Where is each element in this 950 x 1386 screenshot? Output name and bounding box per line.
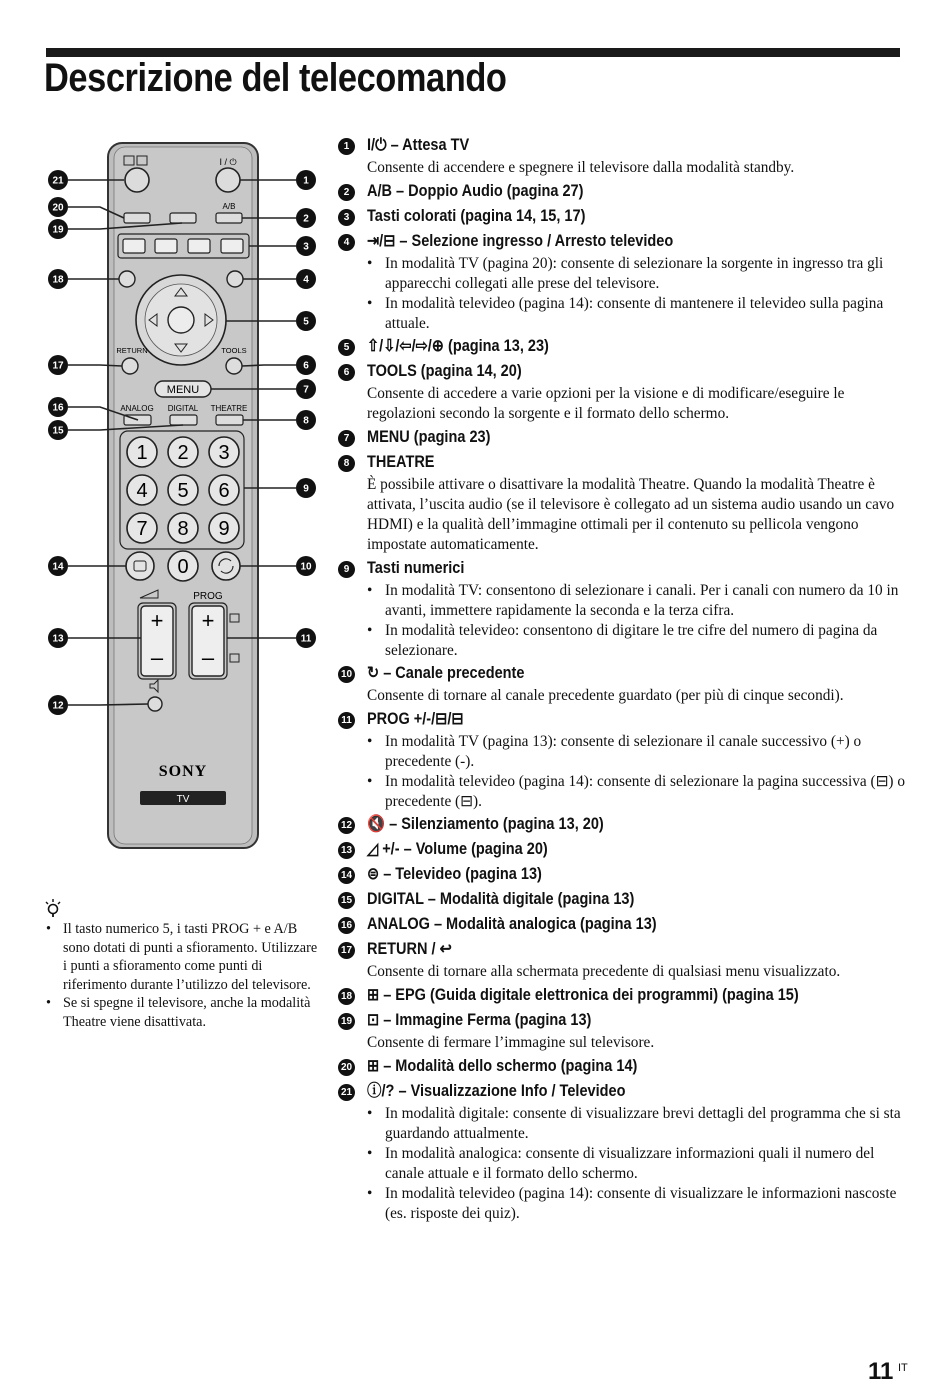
digital-label: DIGITAL <box>167 404 199 413</box>
item-number-badge: 4 <box>338 234 355 251</box>
return-button <box>122 358 138 374</box>
description-item <box>338 450 908 555</box>
item-number-badge: 17 <box>338 942 355 959</box>
volume-plus-label: + <box>150 608 164 633</box>
digit-label: 1 <box>136 442 148 464</box>
item-bullet: • In modalità televideo (pagina 14): consente di selezionare la pagina successiva (⊟) o precedente (⊟). <box>367 772 908 812</box>
item-number-badge: 5 <box>338 339 355 356</box>
red-button <box>123 239 145 253</box>
callout-number: 9 <box>303 483 309 495</box>
callout-number: 18 <box>52 274 64 286</box>
description-item <box>338 983 908 1008</box>
callout-number: 13 <box>52 633 64 645</box>
freeze-button <box>170 213 196 223</box>
ab-label: A/B <box>222 202 236 211</box>
tip-item: • Il tasto numerico 5, i tasti PROG + e A/B sono dotati di punti a sfioramento. Utilizzare i punti a sfioramento come punti di riferimento durante l’utilizzo del televisore. <box>44 920 319 994</box>
item-heading: ↻ – Canale precedente <box>367 664 525 682</box>
callout-number: 21 <box>52 175 64 187</box>
item-heading: ⊞ – Modalità dello schermo (pagina 14) <box>367 1057 638 1075</box>
item-heading: Tasti numerici <box>367 559 465 577</box>
tools-button <box>226 358 242 374</box>
item-heading: RETURN / ↩ <box>367 940 452 958</box>
mute-button <box>148 697 162 711</box>
theatre-label: THEATRE <box>210 404 248 413</box>
item-heading: Tasti colorati (pagina 14, 15, 17) <box>367 207 586 225</box>
item-heading: ◿ +/- – Volume (pagina 20) <box>367 840 548 858</box>
callout-number: 14 <box>52 561 64 573</box>
item-number-badge: 11 <box>338 712 355 729</box>
prog-plus-label: + <box>201 608 215 633</box>
item-heading: A/B – Doppio Audio (pagina 27) <box>367 182 584 200</box>
item-heading: THEATRE <box>367 453 435 471</box>
item-number-badge: 21 <box>338 1084 355 1101</box>
digit-label: 5 <box>177 480 189 502</box>
brand-logo: SONY <box>158 763 208 780</box>
item-heading: ANALOG – Modalità analogica (pagina 13) <box>367 915 657 933</box>
tip-item: • Se si spegne il televisore, anche la modalità Theatre viene disattivata. <box>44 994 319 1031</box>
page-number: 11 <box>868 1358 894 1385</box>
item-number-badge: 16 <box>338 917 355 934</box>
digit-label: 3 <box>218 442 230 464</box>
description-item <box>338 661 908 706</box>
page-language: IT <box>898 1362 908 1374</box>
description-item <box>338 1079 908 1224</box>
input-button <box>227 271 243 287</box>
callout-number: 11 <box>300 633 312 645</box>
item-heading: ⊡ – Immagine Ferma (pagina 13) <box>367 1011 592 1029</box>
item-number-badge: 14 <box>338 867 355 884</box>
item-heading: I/⏻ – Attesa TV <box>367 136 470 154</box>
screen-mode-button <box>124 213 150 223</box>
callout-leader <box>68 365 122 366</box>
description-item <box>338 837 908 862</box>
callout-number: 15 <box>52 425 64 437</box>
digit-label: 9 <box>218 518 230 540</box>
description-item <box>338 179 908 204</box>
item-number-badge: 3 <box>338 209 355 226</box>
tv-badge-label: TV <box>176 794 190 805</box>
prog-label: PROG <box>193 591 223 602</box>
item-bullet: • In modalità televideo: consentono di digitare le tre cifre del numero di pagina da selezionare. <box>367 621 908 661</box>
description-item <box>338 229 908 334</box>
item-heading: MENU (pagina 23) <box>367 428 491 446</box>
button-descriptions <box>338 133 908 1224</box>
callout-number: 20 <box>52 202 64 214</box>
callout-number: 7 <box>303 384 309 396</box>
remote-illustration <box>40 135 330 855</box>
item-bullet: • In modalità analogica: consente di visualizzare informazioni quali il numero del canale attuale e il formato dello schermo. <box>367 1144 908 1184</box>
description-item <box>338 204 908 229</box>
info-button <box>125 168 149 192</box>
prev-channel-button <box>212 552 240 580</box>
digit-label: 0 <box>177 556 189 578</box>
item-body: Consente di accedere a varie opzioni per la visione e di modificare/eseguire le regolazioni secondo la sorgente e il formato dello schermo. <box>367 385 845 422</box>
ab-button <box>216 213 242 223</box>
callout-number: 2 <box>303 213 309 225</box>
description-item <box>338 334 908 359</box>
callout-number: 8 <box>303 415 309 427</box>
callout-number: 12 <box>52 700 64 712</box>
digit-label: 8 <box>177 518 189 540</box>
yellow-button <box>188 239 210 253</box>
theatre-button <box>216 415 243 425</box>
analog-label: ANALOG <box>120 404 154 413</box>
item-bullet: • In modalità televideo (pagina 14): consente di mantenere il televideo sulla pagina attuale. <box>367 294 908 334</box>
callout-leader <box>242 365 296 366</box>
item-bullet: • In modalità digitale: consente di visualizzare brevi dettagli del programma che si sta guardando attualmente. <box>367 1104 908 1144</box>
description-item <box>338 812 908 837</box>
tools-label: TOOLS <box>221 346 247 355</box>
item-number-badge: 19 <box>338 1013 355 1030</box>
description-item <box>338 556 908 661</box>
digit-label: 2 <box>177 442 189 464</box>
item-heading: ⓘ/? – Visualizzazione Info / Televideo <box>367 1082 626 1100</box>
item-number-badge: 1 <box>338 138 355 155</box>
volume-minus-label: – <box>150 645 164 670</box>
item-number-badge: 6 <box>338 364 355 381</box>
description-item <box>338 887 908 912</box>
description-item <box>338 707 908 812</box>
item-number-badge: 8 <box>338 455 355 472</box>
item-body: Consente di tornare alla schermata precedente di qualsiasi menu visualizzato. <box>367 963 841 980</box>
description-item <box>338 133 908 178</box>
digit-label: 7 <box>136 518 148 540</box>
tip-list <box>44 920 319 1031</box>
item-heading: PROG +/-/⊟/⊟ <box>367 710 464 728</box>
callout-number: 5 <box>303 316 309 328</box>
item-bullet: • In modalità TV: consentono di selezionare i canali. Per i canali con numero da 10 in avanti, immettere rapidamente la seconda e la terza cifra. <box>367 581 908 621</box>
description-item <box>338 359 908 424</box>
description-item <box>338 912 908 937</box>
description-item <box>338 937 908 982</box>
item-number-badge: 7 <box>338 430 355 447</box>
callout-number: 16 <box>52 402 64 414</box>
return-label: RETURN <box>116 346 148 355</box>
page-title: Descrizione del telecomando <box>44 56 507 100</box>
item-heading: 🔇 – Silenziamento (pagina 13, 20) <box>367 815 604 833</box>
item-number-badge: 12 <box>338 817 355 834</box>
item-number-badge: 20 <box>338 1059 355 1076</box>
callout-leader <box>68 704 148 705</box>
item-body: Consente di tornare al canale precedente guardato (per più di cinque secondi). <box>367 687 844 704</box>
item-heading: TOOLS (pagina 14, 20) <box>367 362 522 380</box>
item-number-badge: 2 <box>338 184 355 201</box>
description-item <box>338 1008 908 1053</box>
blue-button <box>221 239 243 253</box>
prog-minus-label: – <box>201 645 215 670</box>
item-body: Consente di accendere e spegnere il televisore dalla modalità standby. <box>367 159 795 176</box>
digital-button <box>170 415 197 425</box>
item-body: Consente di fermare l’immagine sul televisore. <box>367 1034 655 1051</box>
description-item <box>338 1054 908 1079</box>
item-bullet: • In modalità TV (pagina 13): consente di selezionare il canale successivo (+) o precedente (-). <box>367 732 908 772</box>
callout-number: 4 <box>303 274 309 286</box>
item-heading: ⊞ – EPG (Guida digitale elettronica dei programmi) (pagina 15) <box>367 986 799 1004</box>
callout-number: 19 <box>52 224 64 236</box>
item-heading: ⊜ – Televideo (pagina 13) <box>367 865 542 883</box>
digit-label: 4 <box>136 480 148 502</box>
power-button <box>216 168 240 192</box>
item-heading: ⇥/⊟ – Selezione ingresso / Arresto televideo <box>367 232 674 250</box>
power-label: I / ⏻ <box>219 157 237 167</box>
description-item <box>338 862 908 887</box>
item-body: È possibile attivare o disattivare la modalità Theatre. Quando la modalità Theatre è attivata, l’uscita audio (se il televisore è collegato ad un sistema audio usando un cavo HDMI) e la qualità dell’immagine ottimali per il contenuto su pellicola vengono impostate automaticamente. <box>367 476 895 553</box>
callout-number: 17 <box>52 360 64 372</box>
callout-number: 6 <box>303 360 309 372</box>
teletext-button <box>126 552 154 580</box>
callout-number: 3 <box>303 241 309 253</box>
item-bullet: • In modalità TV (pagina 20): consente di selezionare la sorgente in ingresso tra gli apparecchi collegati alle prese del televisore. <box>367 254 908 294</box>
item-heading: DIGITAL – Modalità digitale (pagina 13) <box>367 890 635 908</box>
item-bullet: • In modalità televideo (pagina 14): consente di visualizzare le informazioni nascoste (es. risposte dei quiz). <box>367 1184 908 1224</box>
item-number-badge: 15 <box>338 892 355 909</box>
item-heading: ⇧/⇩/⇦/⇨/⊕ (pagina 13, 23) <box>367 337 549 355</box>
item-number-badge: 10 <box>338 666 355 683</box>
item-number-badge: 9 <box>338 561 355 578</box>
menu-label: MENU <box>166 384 200 396</box>
item-number-badge: 18 <box>338 988 355 1005</box>
item-number-badge: 13 <box>338 842 355 859</box>
callout-number: 1 <box>303 175 309 187</box>
green-button <box>155 239 177 253</box>
remote-svg <box>40 135 330 855</box>
callout-number: 10 <box>300 561 312 573</box>
dpad-ok <box>168 307 194 333</box>
digit-label: 6 <box>218 480 230 502</box>
epg-button <box>119 271 135 287</box>
description-item <box>338 425 908 450</box>
